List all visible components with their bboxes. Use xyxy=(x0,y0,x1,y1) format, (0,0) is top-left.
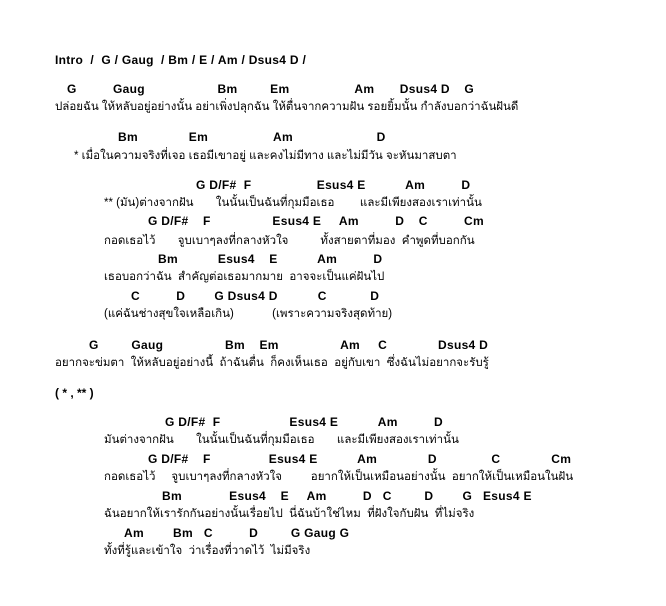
outro-lyric-1: มันต่างจากฝัน ในนั้นเป็นฉันที่กุมมือเธอ และมีเพียงสองเราเท่านั้น xyxy=(104,434,459,446)
verse2-lyric: * เมื่อในความจริงที่เจอ เธอมีเขาอยู่ และคงไม่มีทาง และไม่มีวัน จะหันมาสบตา xyxy=(74,150,457,162)
verse2-chords: Bm Em Am D xyxy=(118,130,386,144)
chorus-chords-4: C D G Dsus4 D C D xyxy=(131,289,380,303)
outro-lyric-3: ฉันอยากให้เรารักกันอย่างนั้นเรื่อยไป นี่ฉันบ้าใช่ไหม ที่ฝังใจกับฝัน ที่ไม่จริง xyxy=(104,508,475,520)
chorus-lyric-4: (แค่ฉันช่างสุขใจเหลือเกิน) (เพราะความจริงสุดท้าย) xyxy=(104,308,393,320)
verse3-chords: G Gaug Bm Em Am C Dsus4 D xyxy=(89,338,489,352)
chorus-chords-1: G D/F# F Esus4 E Am D xyxy=(196,178,471,192)
chorus-chords-2: G D/F# F Esus4 E Am D C Cm xyxy=(148,214,484,228)
outro-chords-4: Am Bm C D G Gaug G xyxy=(124,526,350,540)
chorus-chords-3: Bm Esus4 E Am D xyxy=(158,252,383,266)
verse1-lyric: ปล่อยฉัน ให้หลับอยู่อย่างนั้น อย่าเพิ่งปลุกฉัน ให้ตื่นจากความฝัน รอยยิ้มนั้น กำลังบอกว่าฉันฝันดี xyxy=(55,101,519,113)
verse3-lyric: อยากจะข่มตา ให้หลับอยู่อย่างนี้ ถ้าฉันตื่น ก็คงเห็นเธอ อยู่กับเขา ซึ่งฉันไม่อยากจะรับรู้ xyxy=(55,357,489,369)
chorus-lyric-2: กอดเธอไว้ จูบเบาๆลงที่กลางหัวใจ ทั้งสายตาที่มอง คำพูดที่บอกกัน xyxy=(104,235,475,247)
verse1-chords: G Gaug Bm Em Am Dsus4 D G xyxy=(67,82,475,96)
chorus-lyric-3: เธอบอกว่าฉัน สำคัญต่อเธอมากมาย อาจจะเป็นแค่ฝันไป xyxy=(104,271,385,283)
repeat-marker: ( * , ** ) xyxy=(55,386,94,400)
outro-chords-1: G D/F# F Esus4 E Am D xyxy=(165,415,443,429)
chorus-lyric-1: ** (มัน)ต่างจากฝัน ในนั้นเป็นฉันที่กุมมือเธอ และมีเพียงสองเราเท่านั้น xyxy=(104,197,482,209)
outro-lyric-4: ทั้งที่รู้และเข้าใจ ว่าเรื่องที่วาดไว้ ไม่มีจริง xyxy=(104,545,311,557)
outro-chords-3: Bm Esus4 E Am D C D G Esus4 E xyxy=(162,489,532,503)
outro-lyric-2: กอดเธอไว้ จูบเบาๆลงที่กลางหัวใจ อยากให้เป็นเหมือนอย่างนั้น อยากให้เป็นเหมือนในฝัน xyxy=(104,471,574,483)
intro-line: Intro / G / Gaug / Bm / E / Am / Dsus4 D / xyxy=(55,53,307,67)
outro-chords-2: G D/F# F Esus4 E Am D C Cm xyxy=(148,452,572,466)
